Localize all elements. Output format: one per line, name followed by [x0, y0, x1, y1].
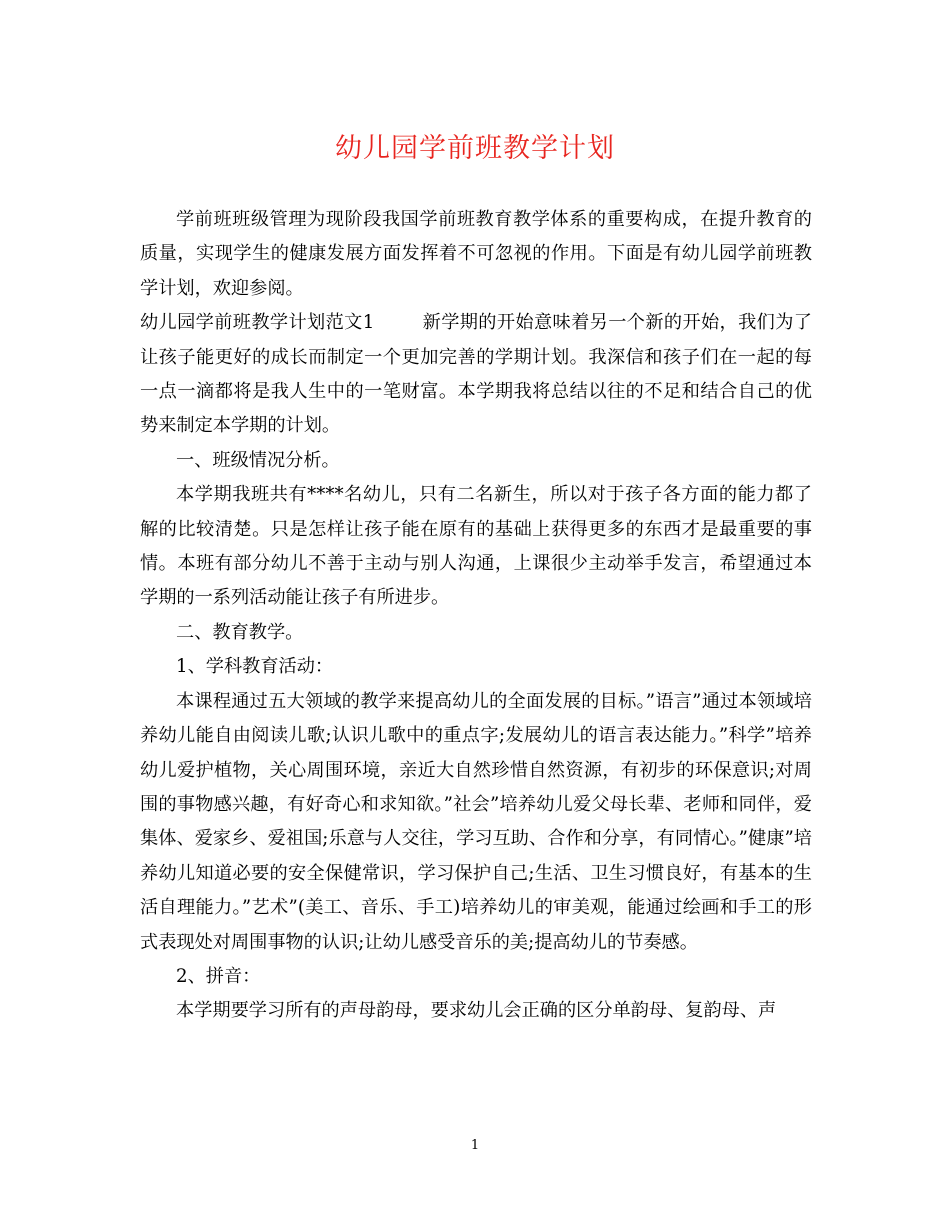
section1-paragraph: 本学期我班共有****名幼儿，只有二名新生，所以对于孩子各方面的能力都了解的比较清楚。只是怎样让孩子能在原有的基础上获得更多的东西才是最重要的事情。本班有部分幼儿不善于主动与别人沟通，上课很少主动举手发言，希望通过本学期的一系列活动能让孩子有所进步。 [140, 484, 812, 609]
subsection1-paragraph: 本课程通过五大领域的教学来提高幼儿的全面发展的目标。”语言”通过本领域培养幼儿能自由阅读儿歌;认识儿歌中的重点字;发展幼儿的语言表达能力。”科学”培养幼儿爱护植物，关心周围环境，亲近大自然珍惜自然资源，有初步的环保意识;对周围的事物感兴趣，有好奇心和求知欲。”社会”培养幼儿爱父母长辈、老师和同伴，爱集体、爱家乡、爱祖国;乐意与人交往，学习互助、合作和分享，有同情心。”健康”培养幼儿知道必要的安全保健常识，学习保护自己;生活、卫生习惯良好，有基本的生活自理能力。”艺术”(美工、音乐、手工)培养幼儿的审美观，能通过绘画和手工的形式表现处对周围事物的认识;让幼儿感受音乐的美;提高幼儿的节奏感。 [140, 690, 812, 953]
page-number: 1 [470, 1138, 480, 1153]
document-title: 幼儿园学前班教学计划 [335, 133, 615, 164]
section1-heading: 一、班级情况分析。 [176, 449, 340, 471]
subsection1-heading: 1、学科教育活动： [176, 656, 334, 678]
subsection2-paragraph: 本学期要学习所有的声母韵母，要求幼儿会正确的区分单韵母、复韵母、声 [176, 1000, 777, 1022]
section2-heading: 二、教育教学。 [176, 621, 304, 643]
intro-paragraph: 学前班班级管理为现阶段我国学前班教育教学体系的重要构成，在提升教育的质量，实现学生的健康发展方面发挥着不可忽视的作用。下面是有幼儿园学前班教学计划，欢迎参阅。 [140, 209, 812, 299]
document-body [140, 203, 812, 1029]
sample-paragraph [140, 306, 812, 444]
sample-heading: 幼儿园学前班教学计划范文1 [140, 312, 375, 334]
sample-intro-text: 新学期的开始意味着另一个新的开始，我们为了让孩子能更好的成长而制定一个更加完善的学期计划。我深信和孩子们在一起的每一点一滴都将是我人生中的一笔财富。本学期我将总结以往的不足和结合自己的优势来制定本学期的计划。 [140, 312, 812, 437]
subsection2-heading: 2、拼音： [176, 965, 261, 987]
